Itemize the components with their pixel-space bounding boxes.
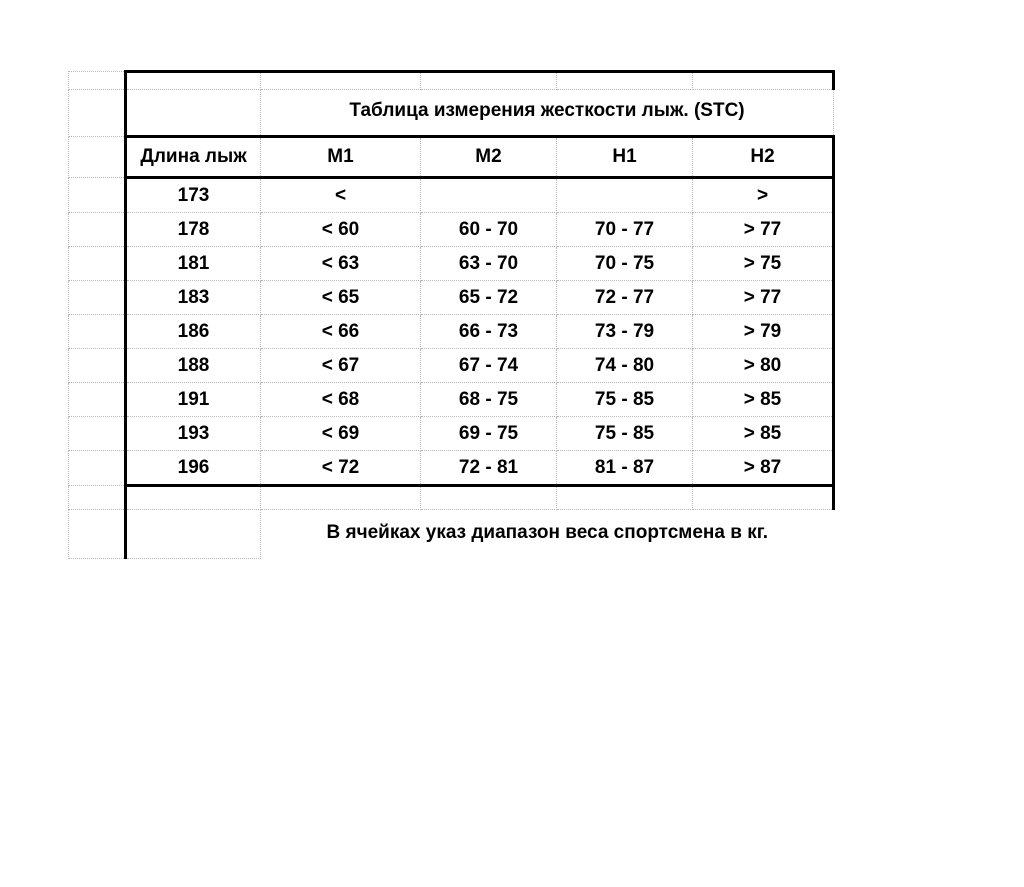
cell-m1: < 72 <box>261 451 421 486</box>
cell-h2: > 85 <box>693 383 834 417</box>
cell-length: 181 <box>126 247 261 281</box>
table-row <box>69 451 834 486</box>
cell-m1: < 68 <box>261 383 421 417</box>
cell-m2: 60 - 70 <box>421 213 557 247</box>
ski-stiffness-table <box>68 70 835 559</box>
cell-length: 183 <box>126 281 261 315</box>
cell-empty <box>126 90 261 137</box>
cell-m1: < 69 <box>261 417 421 451</box>
cell-empty <box>69 247 126 281</box>
cell-length: 186 <box>126 315 261 349</box>
cell-h1: 72 - 77 <box>557 281 693 315</box>
cell-m2: 66 - 73 <box>421 315 557 349</box>
cell-empty <box>557 486 693 510</box>
table-row-note <box>69 510 834 559</box>
cell-empty <box>69 178 126 213</box>
cell-empty <box>261 72 421 90</box>
table-row-title <box>69 90 834 137</box>
column-header-length: Длина лыж <box>126 137 261 178</box>
cell-empty <box>69 72 126 90</box>
column-header-h1: H1 <box>557 137 693 178</box>
cell-m1: < 63 <box>261 247 421 281</box>
cell-h1 <box>557 178 693 213</box>
cell-h1: 70 - 75 <box>557 247 693 281</box>
table-row-spacer-top <box>69 72 834 90</box>
cell-h2: > <box>693 178 834 213</box>
cell-h1: 73 - 79 <box>557 315 693 349</box>
cell-m2: 68 - 75 <box>421 383 557 417</box>
cell-empty <box>69 137 126 178</box>
cell-empty <box>69 451 126 486</box>
cell-h2: > 79 <box>693 315 834 349</box>
cell-h2: > 77 <box>693 213 834 247</box>
cell-h2: > 77 <box>693 281 834 315</box>
cell-h2: > 85 <box>693 417 834 451</box>
cell-h1: 75 - 85 <box>557 383 693 417</box>
cell-h2: > 87 <box>693 451 834 486</box>
cell-length: 196 <box>126 451 261 486</box>
cell-length: 173 <box>126 178 261 213</box>
cell-m1: < 65 <box>261 281 421 315</box>
cell-m1: < 67 <box>261 349 421 383</box>
cell-empty <box>126 510 261 559</box>
cell-empty <box>261 486 421 510</box>
cell-empty <box>421 486 557 510</box>
cell-empty <box>69 315 126 349</box>
cell-m1: < 60 <box>261 213 421 247</box>
cell-m2: 67 - 74 <box>421 349 557 383</box>
cell-empty <box>693 486 834 510</box>
cell-empty <box>126 486 261 510</box>
cell-length: 178 <box>126 213 261 247</box>
cell-h2: > 80 <box>693 349 834 383</box>
cell-m2: 65 - 72 <box>421 281 557 315</box>
cell-length: 188 <box>126 349 261 383</box>
cell-m2: 69 - 75 <box>421 417 557 451</box>
cell-length: 193 <box>126 417 261 451</box>
table-row <box>69 178 834 213</box>
cell-empty <box>557 72 693 90</box>
cell-m2: 63 - 70 <box>421 247 557 281</box>
cell-h2: > 75 <box>693 247 834 281</box>
cell-h1: 81 - 87 <box>557 451 693 486</box>
table-row <box>69 213 834 247</box>
table-row <box>69 281 834 315</box>
cell-m1: < <box>261 178 421 213</box>
cell-h1: 74 - 80 <box>557 349 693 383</box>
table-row <box>69 417 834 451</box>
cell-empty <box>69 417 126 451</box>
cell-h1: 70 - 77 <box>557 213 693 247</box>
column-header-h2: H2 <box>693 137 834 178</box>
cell-empty <box>69 213 126 247</box>
table-note: В ячейках указ диапазон веса спортсмена в кг. <box>326 522 769 544</box>
cell-empty <box>126 72 261 90</box>
column-header-m1: M1 <box>261 137 421 178</box>
cell-empty <box>69 349 126 383</box>
table-row <box>69 349 834 383</box>
cell-empty <box>69 383 126 417</box>
cell-empty <box>69 510 126 559</box>
table-row-header <box>69 137 834 178</box>
table-row <box>69 315 834 349</box>
cell-empty <box>69 486 126 510</box>
table-row-spacer-bottom <box>69 486 834 510</box>
table-row <box>69 247 834 281</box>
cell-h1: 75 - 85 <box>557 417 693 451</box>
document-title: Таблица измерения жесткости лыж. (STC) <box>261 90 834 137</box>
cell-empty <box>421 72 557 90</box>
cell-m2: 72 - 81 <box>421 451 557 486</box>
cell-empty <box>69 281 126 315</box>
spreadsheet-sheet <box>68 70 833 559</box>
table-row <box>69 383 834 417</box>
cell-length: 191 <box>126 383 261 417</box>
cell-m1: < 66 <box>261 315 421 349</box>
column-header-m2: M2 <box>421 137 557 178</box>
cell-empty <box>693 72 834 90</box>
cell-m2 <box>421 178 557 213</box>
cell-empty <box>69 90 126 137</box>
